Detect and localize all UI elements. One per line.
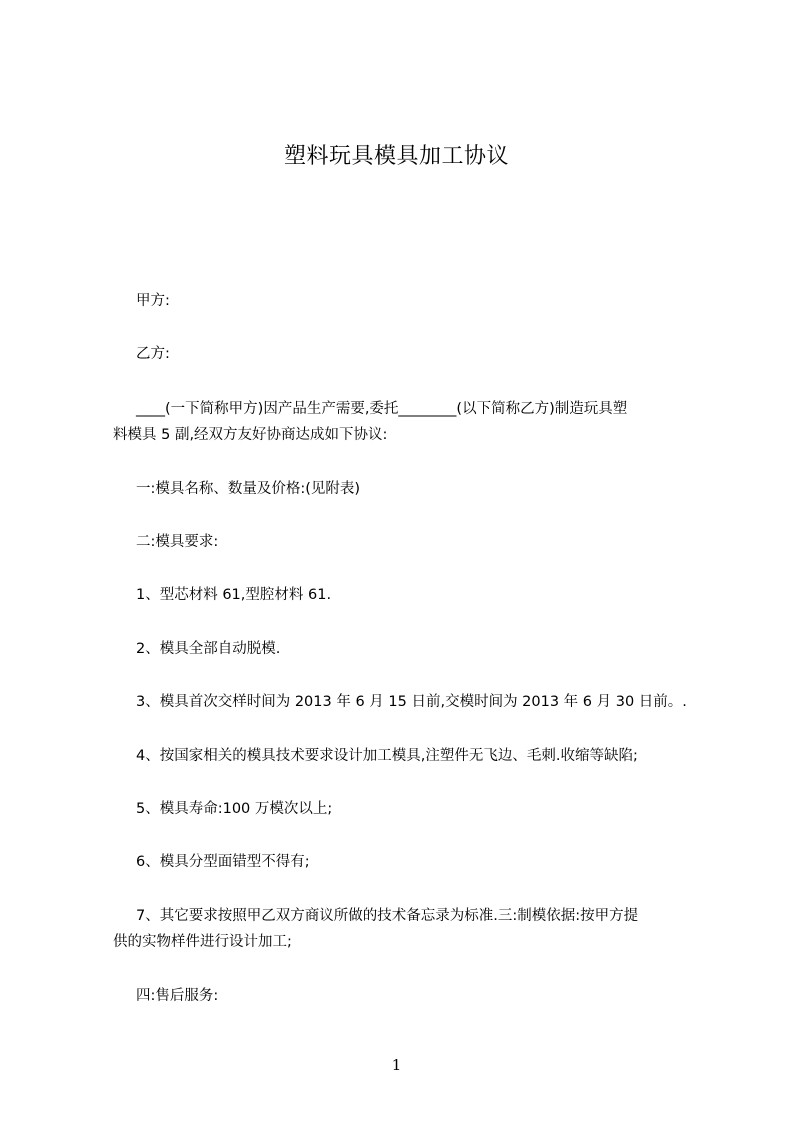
page-number: 1 <box>391 1056 402 1074</box>
requirement-item-5: 5、模具寿命:100 万模次以上; <box>136 801 333 817</box>
requirement-item-3: 3、模具首次交样时间为 2013 年 6 月 15 日前,交模时间为 2013 年 6 月 30 日前。. <box>136 694 687 710</box>
item-7-line-1: 7、其它要求按照甲乙双方商议所做的技术备忘录为标准.三:制模依据:按甲方提 <box>136 908 639 924</box>
requirement-item-4: 4、按国家相关的模具技术要求设计加工模具,注塑件无飞边、毛刺.收缩等缺陷; <box>136 748 638 764</box>
intro-line-1: ____(一下简称甲方)因产品生产需要,委托________(以下简称乙方)制造玩具塑 <box>136 401 628 417</box>
requirement-item-2: 2、模具全部自动脱模. <box>136 641 281 657</box>
party-b-label: 乙方: <box>136 346 170 362</box>
requirement-item-7 <box>113 903 708 955</box>
section-2-heading: 二:模具要求: <box>136 534 219 550</box>
requirement-item-6: 6、模具分型面错型不得有; <box>136 854 310 870</box>
party-a-label: 甲方: <box>136 293 170 309</box>
intro-paragraph <box>113 396 708 448</box>
section-4-heading: 四:售后服务: <box>136 988 219 1004</box>
document-title: 塑料玩具模具加工协议 <box>283 144 509 169</box>
section-1-heading: 一:模具名称、数量及价格:(见附表) <box>136 481 361 497</box>
item-7-line-2: 供的实物样件进行设计加工; <box>113 934 292 950</box>
requirement-item-1: 1、型芯材料 61,型腔材料 61. <box>136 587 332 603</box>
intro-line-2: 料模具 5 副,经双方友好协商达成如下协议: <box>113 427 388 443</box>
